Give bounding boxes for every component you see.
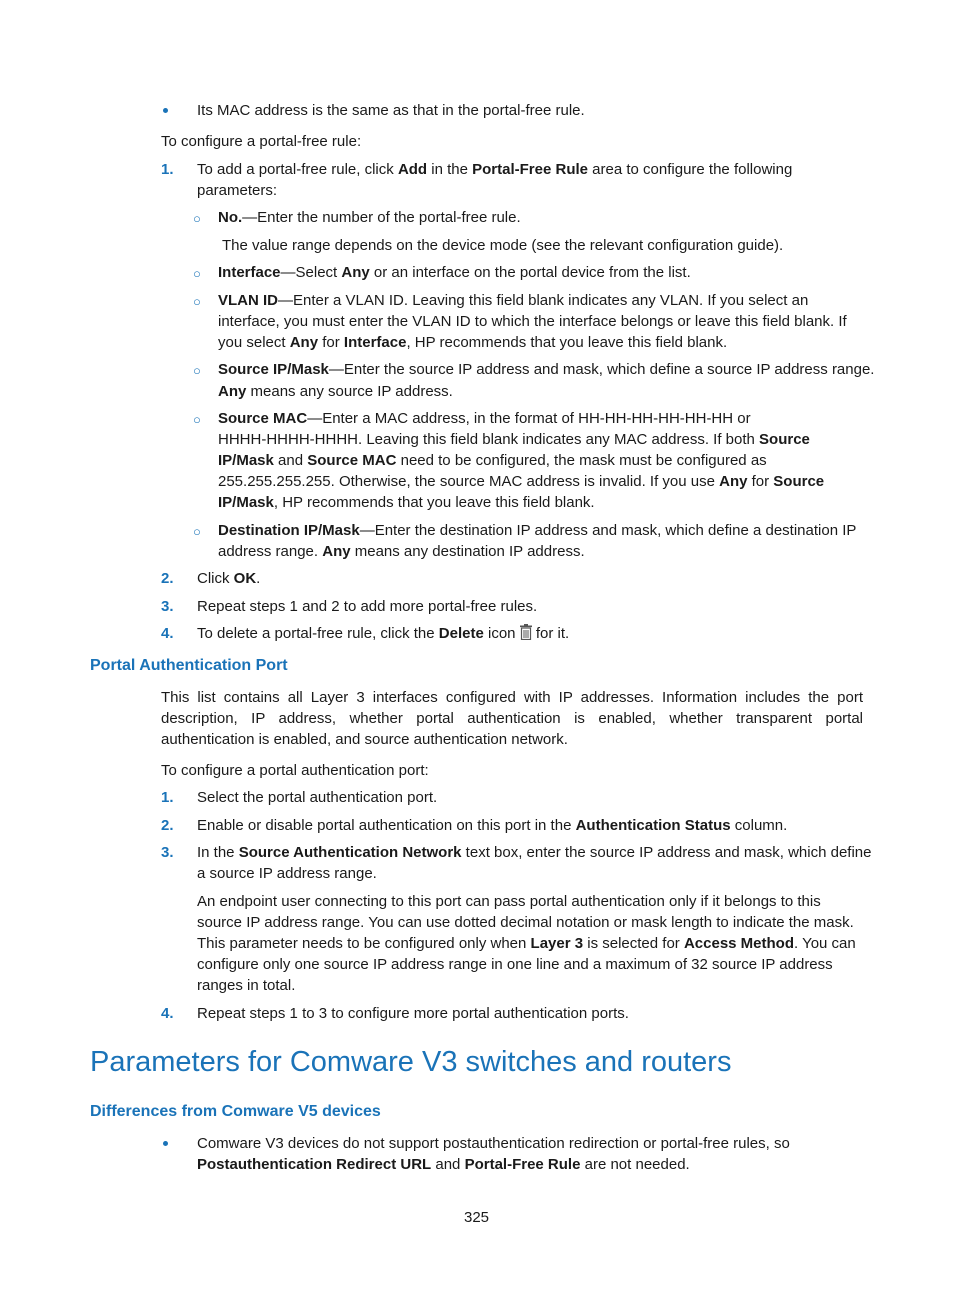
param-name: VLAN ID (218, 292, 278, 309)
bullet-text: Its MAC address is the same as that in the portal-free rule. (197, 102, 585, 119)
ui-term: Source MAC (307, 452, 397, 469)
step-number: 4. (161, 1005, 174, 1022)
param-no-note: The value range depends on the device mode (see the relevant configuration guide). (222, 237, 784, 254)
text-run: To add a portal-free rule, click (197, 161, 398, 178)
text-run: for (747, 473, 774, 490)
text-run: or an interface on the portal device from the list. (369, 264, 691, 281)
text-run: you select (218, 334, 290, 351)
param-vlan (218, 290, 808, 311)
step-number: 3. (161, 844, 174, 861)
step-4-text (197, 623, 569, 644)
section-heading: Portal Authentication Port (90, 657, 288, 674)
param-source-mac-l5 (218, 492, 595, 513)
text-run: need to be configured, the mask must be configured as (396, 452, 767, 469)
ui-term: IP/Mask (218, 452, 274, 469)
param-source-ip-l2 (218, 381, 453, 402)
text-run: —Enter the destination IP address and mask, which define a destination IP (359, 522, 857, 539)
intro-paragraph: To configure a portal-free rule: (161, 133, 362, 150)
note-line (197, 933, 856, 954)
text-run: —Enter the source IP address and mask, which define a source IP address range. (328, 361, 875, 378)
text-run: for (318, 334, 344, 351)
ui-term: Any (218, 383, 247, 400)
text-run: area to configure the following (588, 161, 793, 178)
text-run: In the (197, 844, 239, 861)
param-vlan-l3 (218, 332, 727, 353)
ui-term: Authentication Status (575, 817, 731, 834)
text-run: . (256, 570, 261, 587)
paragraph-line: This list contains all Layer 3 interfaces configured with IP addresses. Information includes the port (161, 689, 863, 706)
note-line: An endpoint user connecting to this port can pass portal authentication only if it belongs to this (197, 893, 821, 910)
text-run: Enable or disable portal authentication on this port in the (197, 817, 576, 834)
ui-term: Any (719, 473, 748, 490)
sub-bullet-icon: ○ (193, 266, 201, 281)
text-run: column. (730, 817, 788, 834)
text-run: This parameter needs to be configured only when (197, 935, 531, 952)
ui-term: Source (759, 431, 810, 448)
chapter-heading: Parameters for Comware V3 switches and routers (90, 1046, 732, 1078)
bullet-text-cont (197, 1154, 690, 1175)
text-run: 255.255.255.255. Otherwise, the source MAC address is invalid. If you use (218, 473, 720, 490)
ui-term: Add (397, 161, 428, 178)
ui-term: Any (341, 264, 370, 281)
text-run: To delete a portal-free rule, click the (197, 625, 439, 642)
page-number: 325 (464, 1209, 490, 1226)
step-1-text: Select the portal authentication port. (197, 789, 438, 806)
note-line: configure only one source IP address range in one line and a maximum of 32 source IP address (197, 956, 833, 973)
paragraph-line: description, IP address, whether portal authentication is enabled, whether transparent portal (161, 710, 863, 727)
text-run: are not needed. (580, 1156, 690, 1173)
step-3-text (197, 842, 871, 863)
param-interface (218, 262, 691, 283)
text-run: for it. (531, 625, 570, 642)
param-dest-ip (218, 520, 856, 541)
ui-term: Postauthentication Redirect URL (197, 1156, 432, 1173)
ui-term: Source Authentication Network (238, 844, 462, 861)
step-2-text (197, 568, 260, 589)
param-name: Destination IP/Mask (218, 522, 360, 539)
step-1-text-cont: parameters: (197, 182, 278, 199)
text-run: —Enter a MAC address, in the format of HH-HH-HH-HH-HH-HH or (307, 410, 751, 427)
text-run: means any source IP address. (246, 383, 453, 400)
step-2-text (197, 815, 787, 836)
param-source-mac-l2 (218, 429, 810, 450)
param-no (218, 207, 521, 228)
text-run: and (273, 452, 308, 469)
paragraph-line: authentication is enabled, and source authentication network. (161, 731, 568, 748)
note-line: ranges in total. (197, 977, 296, 994)
param-desc: —Enter the number of the portal-free rule. (242, 209, 521, 226)
text-run: in the (427, 161, 473, 178)
sub-bullet-icon: ○ (193, 524, 201, 539)
text-run: . You can (794, 935, 856, 952)
trash-icon (520, 624, 532, 640)
ui-term: Portal-Free Rule (464, 1156, 581, 1173)
ui-term: OK (233, 570, 257, 587)
step-number: 2. (161, 817, 174, 834)
text-run: , HP recommends that you leave this field blank. (406, 334, 728, 351)
text-run: Click (197, 570, 234, 587)
text-run: —Select (280, 264, 342, 281)
text-run: HHHH-HHHH-HHHH. Leaving this field blank indicates any MAC address. If both (218, 431, 760, 448)
ui-term: Any (289, 334, 319, 351)
note-line: source IP address range. You can use dotted decimal notation or mask length to indicate the mask. (197, 914, 854, 931)
step-3-text: Repeat steps 1 and 2 to add more portal-free rules. (197, 598, 538, 615)
param-source-mac (218, 408, 751, 429)
text-run: —Enter a VLAN ID. Leaving this field blank indicates any VLAN. If you select an (278, 292, 809, 309)
ui-term: Source (773, 473, 825, 490)
step-number: 3. (161, 598, 174, 615)
step-1-text (197, 159, 792, 180)
text-run: text box, enter the source IP address and mask, which define (461, 844, 872, 861)
ui-term: Any (322, 543, 351, 560)
sub-bullet-icon: ○ (193, 294, 201, 309)
param-source-mac-l4 (218, 471, 824, 492)
param-source-ip (218, 359, 874, 380)
param-dest-ip-l2 (218, 541, 585, 562)
step-number: 1. (161, 161, 174, 178)
text-run: , HP recommends that you leave this field blank. (273, 494, 595, 511)
ui-term: Delete (438, 625, 484, 642)
bullet-icon (163, 1141, 168, 1146)
param-name: Interface (218, 264, 281, 281)
param-name: No. (218, 209, 243, 226)
param-vlan-l2: interface, you must enter the VLAN ID to which the interface belongs or leave this field blank. If (218, 313, 847, 330)
param-name: Source IP/Mask (218, 361, 329, 378)
param-source-mac-l3 (218, 450, 767, 471)
text-run: means any destination IP address. (350, 543, 585, 560)
text-run: and (431, 1156, 465, 1173)
ui-term: Access Method (683, 935, 795, 952)
ui-term: Layer 3 (530, 935, 584, 952)
intro-paragraph: To configure a portal authentication port: (161, 762, 429, 779)
step-number: 1. (161, 789, 174, 806)
text-run: is selected for (583, 935, 684, 952)
step-number: 2. (161, 570, 174, 587)
text-run: address range. (218, 543, 323, 560)
section-heading: Differences from Comware V5 devices (90, 1103, 381, 1120)
bullet-icon (163, 108, 168, 113)
text-run: icon (483, 625, 520, 642)
sub-bullet-icon: ○ (193, 363, 201, 378)
sub-bullet-icon: ○ (193, 412, 201, 427)
ui-term: IP/Mask (218, 494, 274, 511)
step-number: 4. (161, 625, 174, 642)
sub-bullet-icon: ○ (193, 211, 201, 226)
step-4-text: Repeat steps 1 to 3 to configure more portal authentication ports. (197, 1005, 629, 1022)
ui-term: Portal-Free Rule (472, 161, 589, 178)
bullet-text: Comware V3 devices do not support postauthentication redirection or portal-free rules, so (197, 1135, 790, 1152)
step-3-text-cont: a source IP address range. (197, 865, 377, 882)
param-name: Source MAC (218, 410, 308, 427)
ui-term: Interface (343, 334, 407, 351)
